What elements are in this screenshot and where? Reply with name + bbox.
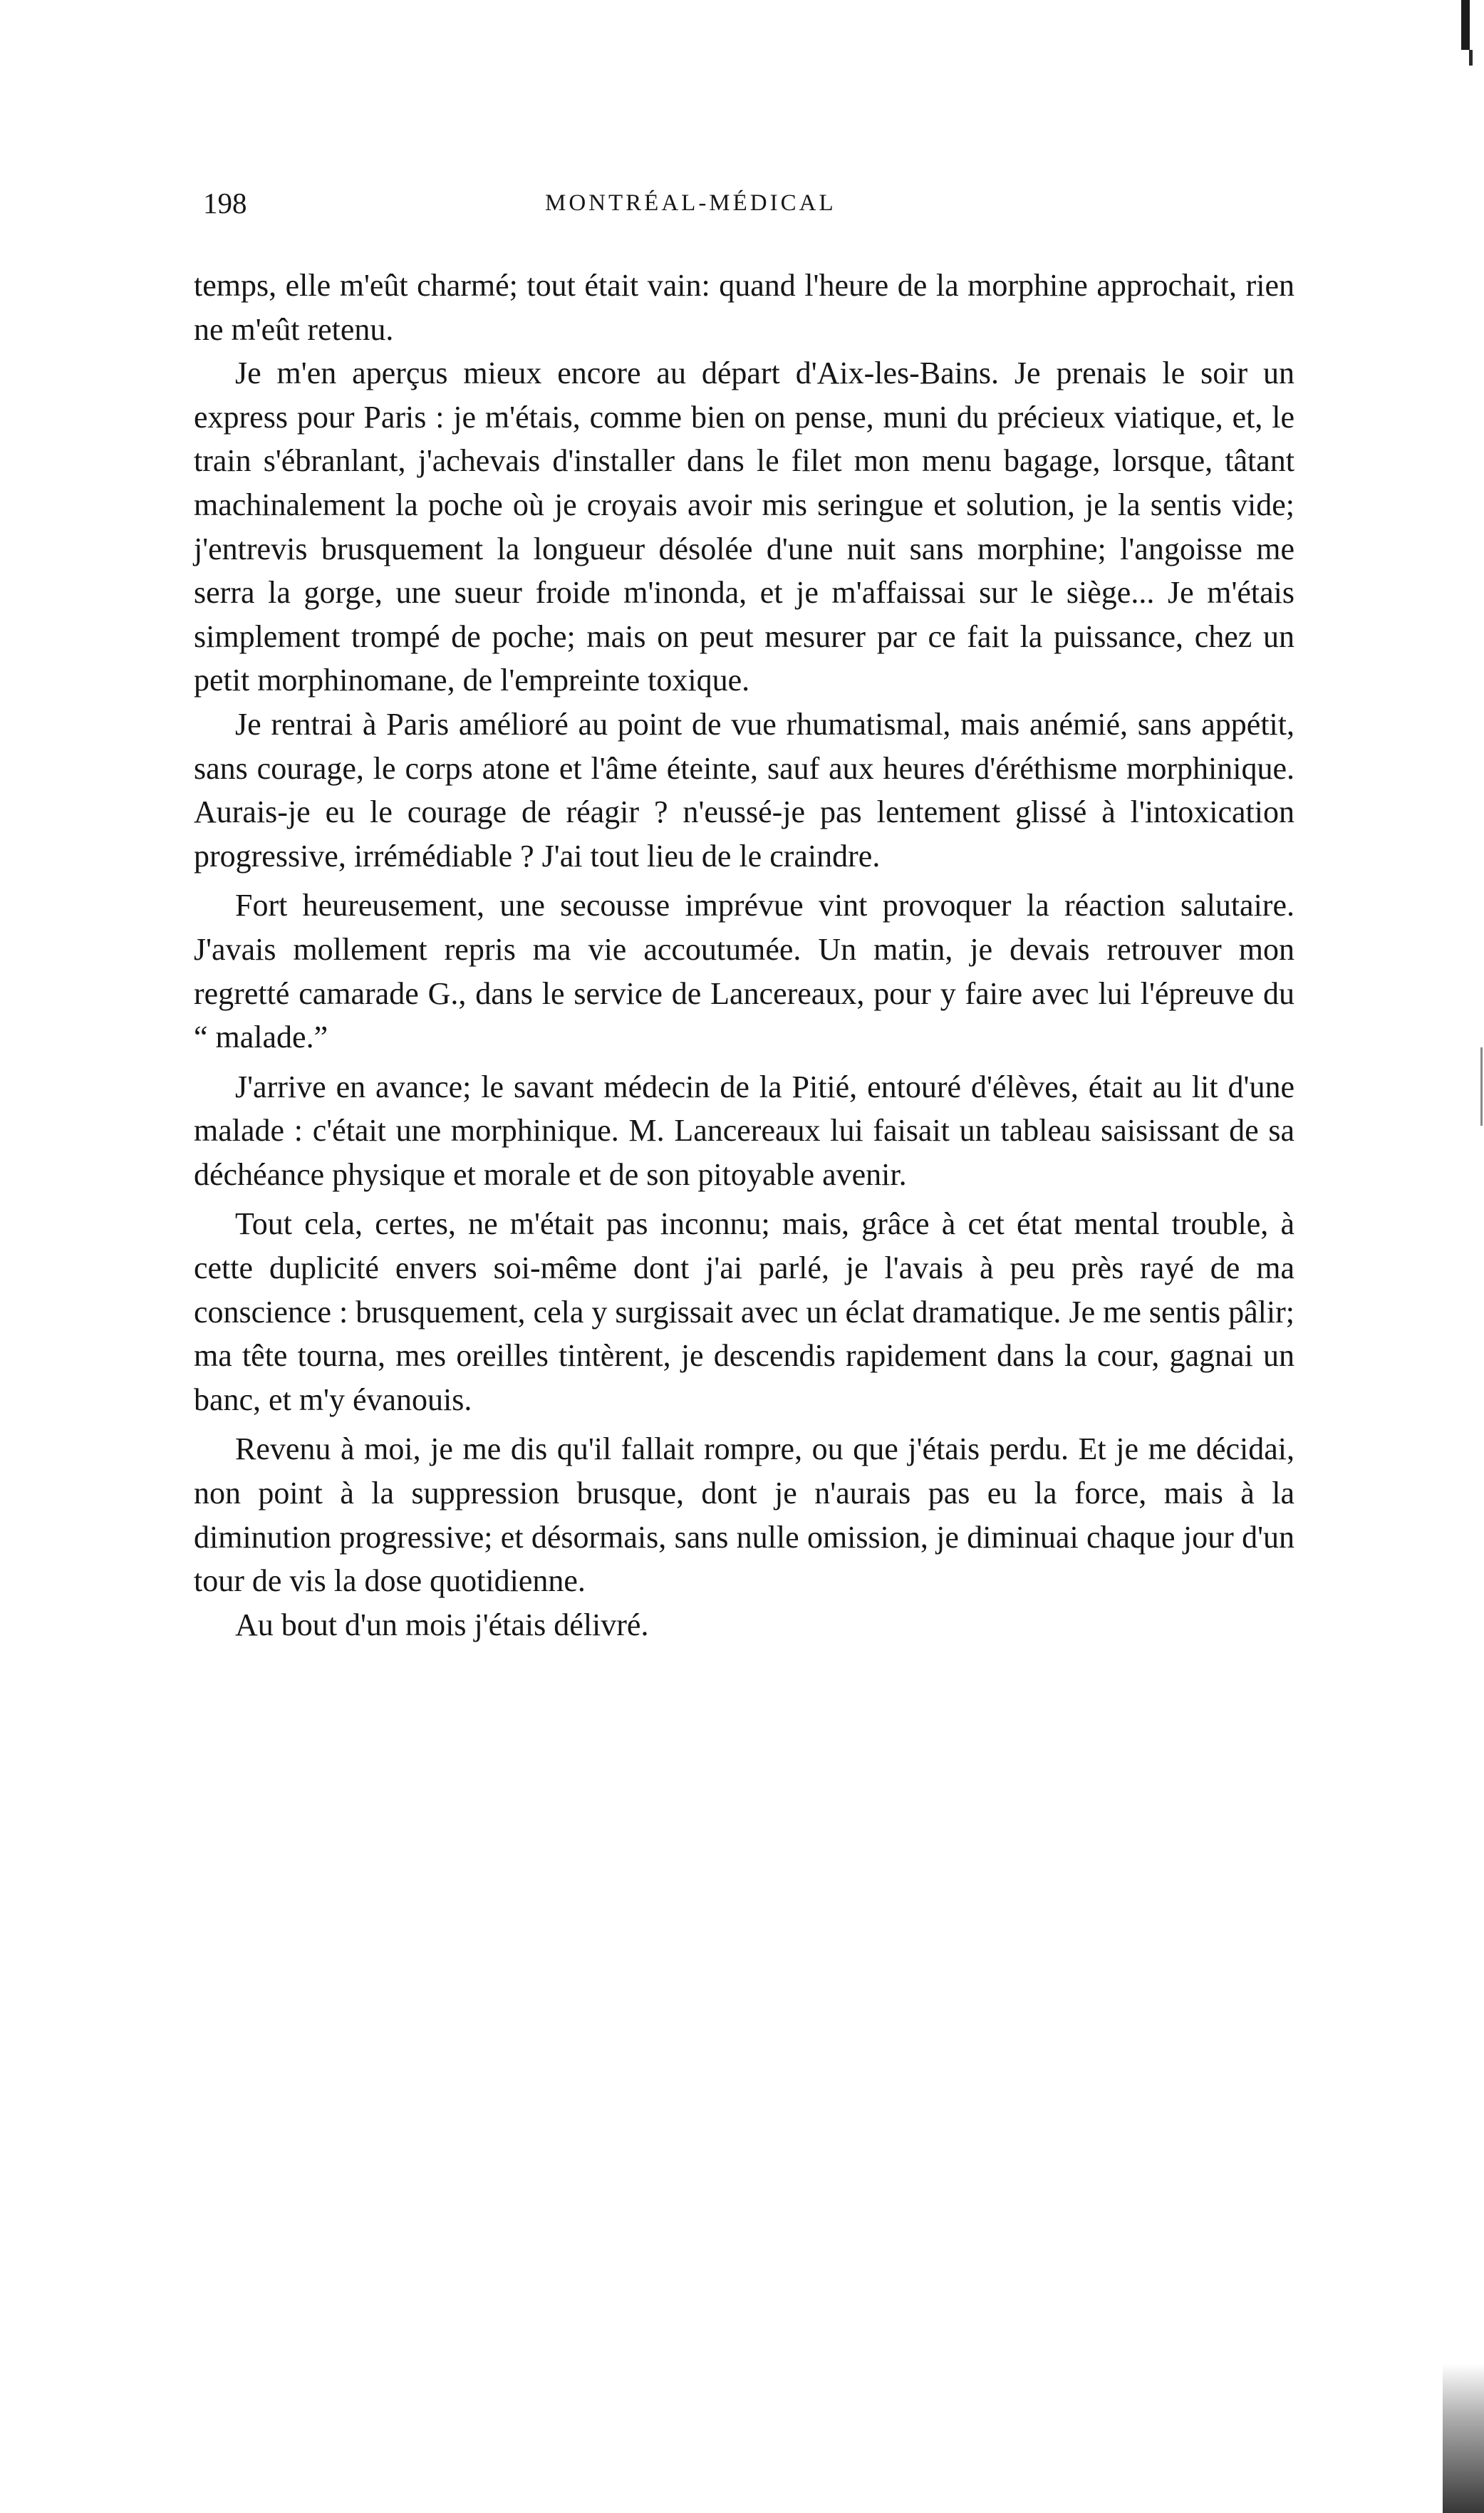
- running-title: MONTRÉAL-MÉDICAL: [545, 190, 836, 216]
- body-text: [194, 264, 1294, 1647]
- scan-edge-mark: [1469, 50, 1473, 66]
- page-number: 198: [203, 187, 247, 219]
- scan-edge-mark: [1461, 0, 1470, 50]
- paragraph: Je m'en aperçus mieux encore au départ d'Aix-les-Bains. Je prenais le soir un express pour Paris : je m'étais, comme bien on pense, muni du précieux viatique, et, le train s'ébranlant, j'achevais d'installer dans le filet mon menu bagage, lorsque, tâtant machinalement la poche où je croyais avoir mis seringue et solution, je la sentis vide; j'entrevis brusquement la longueur désolée d'une nuit sans morphine; l'angoisse me serra la gorge, une sueur froide m'inonda, et je m'affaissai sur le siège... Je m'étais simplement trompé de poche; mais on peut mesurer par ce fait la puissance, chez un petit morphinomane, de l'empreinte toxique.: [194, 356, 1294, 698]
- paragraph: temps, elle m'eût charmé; tout était vain: quand l'heure de la morphine approchait, rien ne m'eût retenu.: [194, 268, 1294, 347]
- paragraph: Revenu à moi, je me dis qu'il fallait rompre, ou que j'étais perdu. Et je me décidai, non point à la suppression brusque, dont je n'aurais pas eu la force, mais à la diminution progressive; et désormais, sans nulle omission, je diminuai chaque jour d'un tour de vis la dose quotidienne.: [194, 1431, 1294, 1599]
- paragraph: Fort heureusement, une secousse imprévue vint provoquer la réaction salutaire. J'avais mollement repris ma vie accoutumée. Un matin, je devais retrouver mon regretté camarade G., dans le service de Lancereaux, pour y faire avec lui l'épreuve du “ malade.”: [194, 888, 1294, 1055]
- paragraph: Tout cela, certes, ne m'était pas inconnu; mais, grâce à cet état mental trouble, à cette duplicité envers soi-même dont j'ai parlé, je l'avais à peu près rayé de ma conscience : brusquement, cela y surgissait avec un éclat dramatique. Je me sentis pâlir; ma tête tourna, mes oreilles tintèrent, je descendis rapidement dans la cour, gagnai un banc, et m'y évanouis.: [194, 1206, 1294, 1417]
- paragraph: Au bout d'un mois j'étais délivré.: [235, 1607, 649, 1642]
- scan-edge-shadow: [1443, 2363, 1484, 2513]
- page-header: [203, 182, 1357, 224]
- scan-edge-line: [1480, 1047, 1483, 1126]
- paragraph: Je rentrai à Paris amélioré au point de vue rhumatismal, mais anémié, sans appétit, sans courage, le corps atone et l'âme éteinte, sauf aux heures d'éréthisme morphinique. Aurais-je eu le courage de réagir ? n'eussé-je pas lentement glissé à l'intoxication progressive, irrémédiable ? J'ai tout lieu de le craindre.: [194, 706, 1294, 874]
- paragraph: J'arrive en avance; le savant médecin de la Pitié, entouré d'élèves, était au lit d'une malade : c'était une morphinique. M. Lancereaux lui faisait un tableau saisissant de sa déchéance physique et morale et de son pitoyable avenir.: [194, 1069, 1294, 1192]
